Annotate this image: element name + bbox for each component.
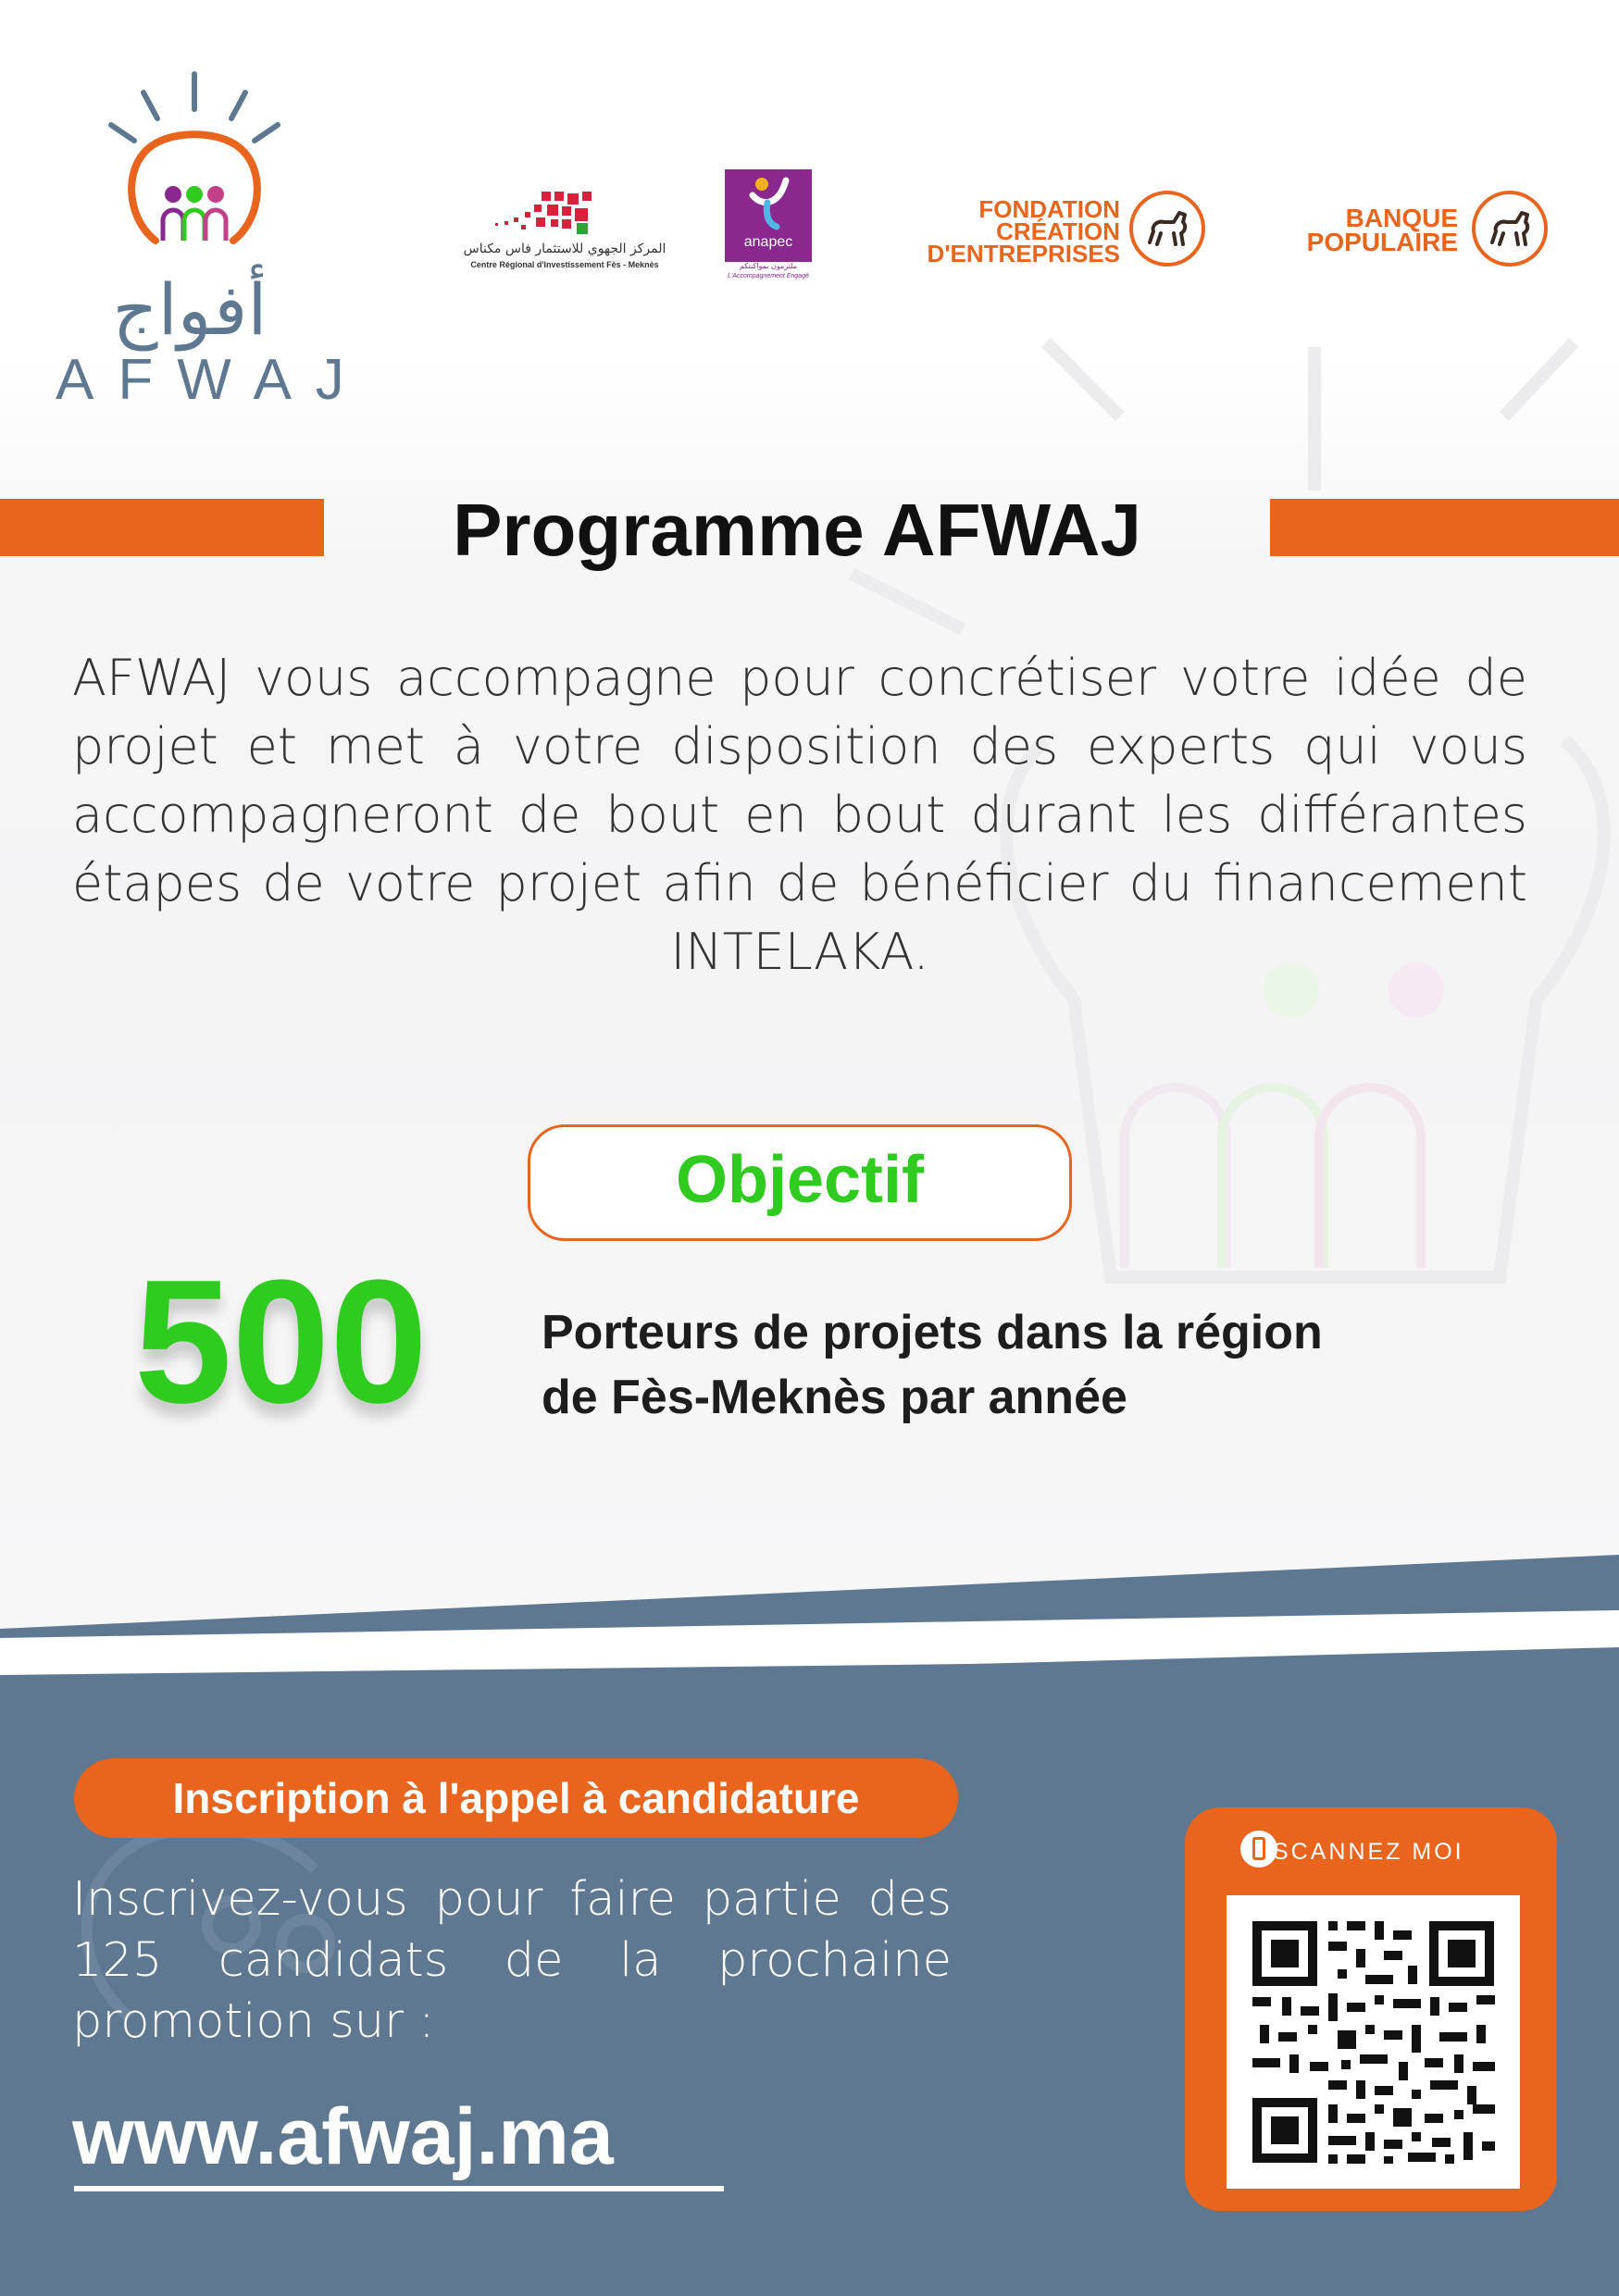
qr-code[interactable] (1227, 1895, 1520, 2189)
fce-text (866, 195, 1120, 267)
anapec-arabic: ملتزمون بمواكبتكم (739, 262, 798, 270)
fce-line: FONDATION (978, 195, 1120, 223)
horse-icon (1129, 191, 1205, 267)
afwaj-logo (46, 65, 368, 412)
crifm-logo (458, 190, 671, 273)
qr-code-icon (1227, 1895, 1520, 2189)
title-bar-right (1270, 499, 1619, 556)
horse-icon (1472, 191, 1548, 267)
bulb-logo-icon (46, 65, 342, 278)
anapec-figure-icon (725, 169, 812, 234)
inscription-body: Inscrivez-vous pour faire partie des 125 candidats de la prochaine promotion sur : (72, 1872, 952, 2049)
afwaj-latin-name: AFWAJ (56, 348, 368, 412)
fce-line: D'ENTREPRISES (927, 240, 1120, 267)
objectif-description-line: Porteurs de projets dans la région (542, 1306, 1323, 1359)
crifm-arabic-text: المركز الجهوي للاستثمار فاس مكناس (463, 242, 666, 256)
title-bar-left (0, 499, 324, 556)
website-link-underline (74, 2186, 724, 2191)
qr-card (1185, 1807, 1557, 2211)
anapec-logo (722, 169, 815, 285)
objectif-label: Objectif (675, 1143, 925, 1217)
anapec-name: anapec (743, 234, 793, 250)
anapec-tagline: L'Accompagnement Engagé (728, 273, 809, 279)
inscription-pill (74, 1758, 958, 1838)
inscription-pill-label: Inscription à l'appel à candidature (172, 1774, 860, 1822)
bp-logo (1245, 192, 1560, 276)
objectif-box (528, 1124, 1072, 1241)
bp-text (1245, 206, 1458, 254)
page-title: Programme AFWAJ (453, 489, 1141, 571)
website-link[interactable]: www.afwaj.ma (72, 2092, 614, 2181)
scan-label: SCANNEZ MOI (1273, 1839, 1464, 1865)
afwaj-arabic-name: أفواج (112, 268, 268, 351)
fce-logo (866, 192, 1208, 276)
intro-paragraph: AFWAJ vous accompagne pour concrétiser votre idée de projet et met à votre disposition des experts qui vous accompagneront de bout en bout durant les différantes étapes de votre projet afin de bénéficier du financement INTELAKA. (72, 649, 1527, 981)
crifm-french-text: Centre Régional d'Investissement Fès - Meknès (470, 260, 659, 269)
objectif-number: 500 (134, 1244, 429, 1440)
bp-line: BANQUE (1345, 204, 1458, 232)
smartphone-icon (1240, 1831, 1277, 1868)
crifm-squares-icon (458, 190, 671, 242)
objectif-description (542, 1300, 1560, 1430)
fce-line: CRÉATION (996, 217, 1120, 245)
bp-line: POPULAIRE (1306, 228, 1458, 256)
objectif-description-line: de Fès-Meknès par année (542, 1371, 1127, 1424)
